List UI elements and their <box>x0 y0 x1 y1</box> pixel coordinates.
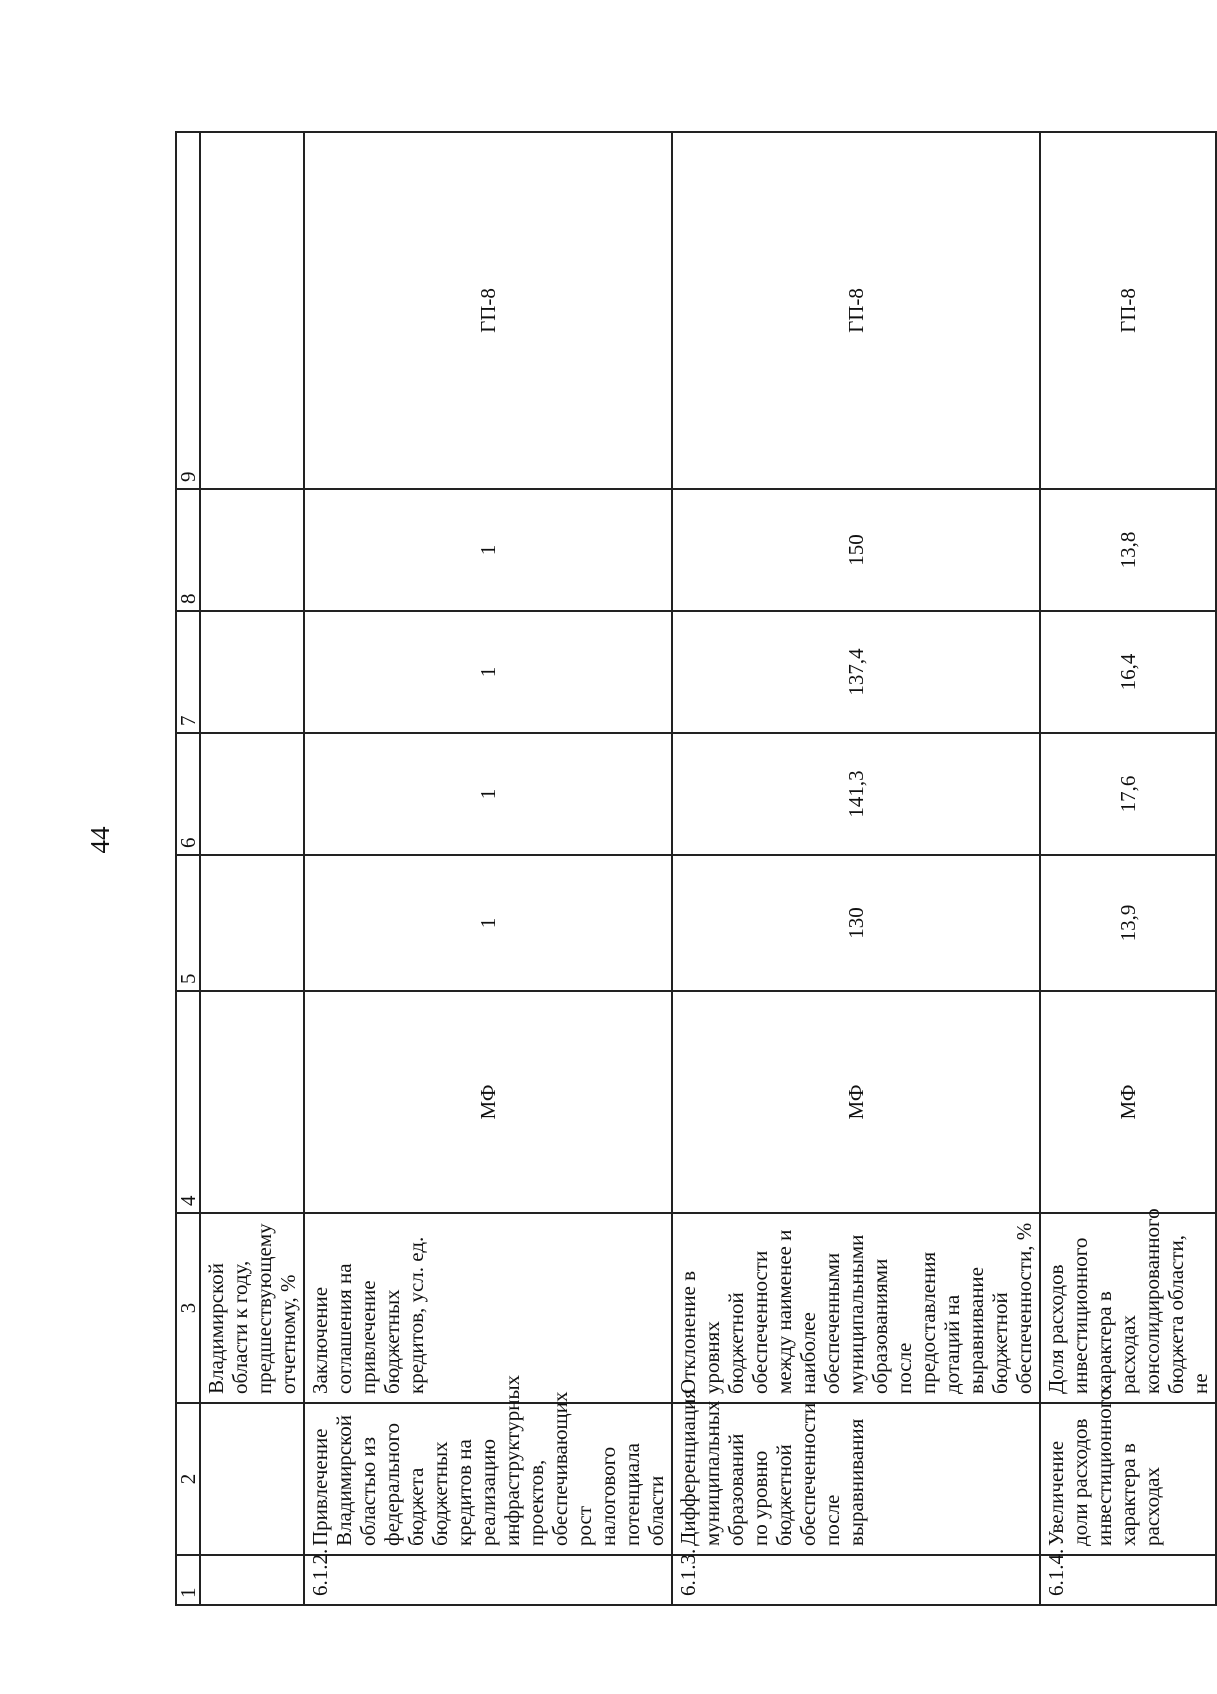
row-responsible: МФ <box>304 991 672 1213</box>
row-value-8: 150 <box>672 489 1040 611</box>
table-row <box>304 132 672 1605</box>
page-number: 44 <box>85 826 115 854</box>
row-indicator: Заключение соглашения на привлечение бюджетных кредитов, усл. ед. <box>304 1213 672 1403</box>
column-number: 7 <box>176 611 200 733</box>
row-value-5: 130 <box>672 855 1040 991</box>
row-indicator: Доля расходов инвестиционного характера в расходах консолидированного бюджета области, не <box>1040 1213 1216 1403</box>
row-name: Увеличение доли расходов инвестиционного характера в расходах <box>1040 1403 1216 1555</box>
row-responsible: МФ <box>1040 991 1216 1213</box>
indicators-table <box>175 131 1217 1606</box>
row-value-7: 16,4 <box>1040 611 1216 733</box>
row-value-6 <box>200 733 304 855</box>
row-value-7: 1 <box>304 611 672 733</box>
row-value-8 <box>200 489 304 611</box>
row-name: Дифференциация муниципальных образований по уровню бюджетной обеспеченности после выравнивания <box>672 1403 1040 1555</box>
row-name: Привлечение Владимирской областью из федерального бюджета бюджетных кредитов на реализацию инфраструктурных проектов, обеспечивающих рост налогового потенциала области <box>304 1403 672 1555</box>
row-value-8: 13,8 <box>1040 489 1216 611</box>
table-row <box>1040 132 1216 1605</box>
row-indicator: Отклонение в уровнях бюджетной обеспеченности между наименее и наиболее обеспеченными муниципальными образованиями после предоставления дотаций на выравнивание бюджетной обеспеченности, % <box>672 1213 1040 1403</box>
row-code <box>200 1555 304 1605</box>
row-program: ГП-8 <box>304 132 672 489</box>
column-number: 2 <box>176 1403 200 1555</box>
row-program: ГП-8 <box>672 132 1040 489</box>
row-value-5: 1 <box>304 855 672 991</box>
row-name <box>200 1403 304 1555</box>
row-program: ГП-8 <box>1040 132 1216 489</box>
column-number: 1 <box>176 1555 200 1605</box>
row-code: 6.1.2. <box>304 1555 672 1605</box>
column-number-row <box>176 132 200 1605</box>
column-number: 5 <box>176 855 200 991</box>
row-value-8: 1 <box>304 489 672 611</box>
row-value-6: 17,6 <box>1040 733 1216 855</box>
row-responsible: МФ <box>672 991 1040 1213</box>
column-number: 9 <box>176 132 200 489</box>
table-row <box>672 132 1040 1605</box>
column-number: 4 <box>176 991 200 1213</box>
column-number: 6 <box>176 733 200 855</box>
row-value-7 <box>200 611 304 733</box>
rotated-table-container <box>175 131 1212 1606</box>
row-value-7: 137,4 <box>672 611 1040 733</box>
row-value-6: 1 <box>304 733 672 855</box>
row-program <box>200 132 304 489</box>
row-value-5 <box>200 855 304 991</box>
row-code: 6.1.4. <box>1040 1555 1216 1605</box>
row-value-5: 13,9 <box>1040 855 1216 991</box>
column-number: 3 <box>176 1213 200 1403</box>
table-row <box>200 132 304 1605</box>
row-value-6: 141,3 <box>672 733 1040 855</box>
column-number: 8 <box>176 489 200 611</box>
row-code: 6.1.3. <box>672 1555 1040 1605</box>
row-indicator: Владимирской области к году, предшествующему отчетному, % <box>200 1213 304 1403</box>
row-responsible <box>200 991 304 1213</box>
